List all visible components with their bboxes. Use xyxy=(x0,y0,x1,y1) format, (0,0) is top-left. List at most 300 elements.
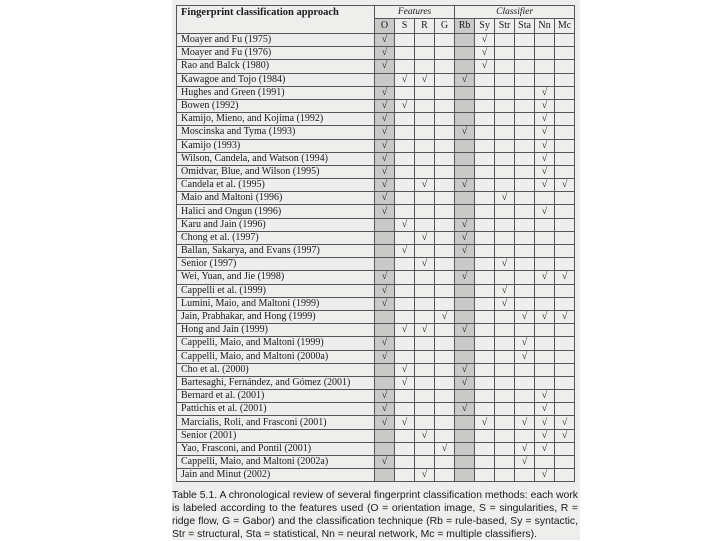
mark-cell-rb: √ xyxy=(455,271,475,284)
mark-cell-g xyxy=(435,218,455,231)
mark-cell-rb xyxy=(455,390,475,403)
approach-name: Maio and Maltoni (1996) xyxy=(177,192,375,205)
mark-cell-nn: √ xyxy=(535,442,555,455)
table-row xyxy=(177,73,575,86)
mark-cell-rb xyxy=(455,113,475,126)
mark-cell-sta xyxy=(515,258,535,271)
mark-cell-s: √ xyxy=(395,73,415,86)
approach-name: Senior (2001) xyxy=(177,429,375,442)
mark-cell-str xyxy=(495,86,515,99)
mark-cell-g xyxy=(435,403,455,416)
mark-cell-str xyxy=(495,113,515,126)
mark-cell-str xyxy=(495,152,515,165)
mark-cell-rb xyxy=(455,205,475,218)
mark-cell-nn xyxy=(535,324,555,337)
mark-cell-str xyxy=(495,231,515,244)
mark-cell-sy xyxy=(475,456,495,469)
mark-cell-rb xyxy=(455,350,475,363)
mark-cell-g xyxy=(435,73,455,86)
mark-cell-sta: √ xyxy=(515,442,535,455)
mark-cell-s xyxy=(395,179,415,192)
mark-cell-s: √ xyxy=(395,376,415,389)
mark-cell-s xyxy=(395,113,415,126)
mark-cell-sy xyxy=(475,258,495,271)
mark-cell-g xyxy=(435,363,455,376)
mark-cell-o: √ xyxy=(375,205,395,218)
mark-cell-s xyxy=(395,47,415,60)
table-row xyxy=(177,403,575,416)
mark-cell-mc xyxy=(555,205,575,218)
mark-cell-o: √ xyxy=(375,60,395,73)
mark-cell-o xyxy=(375,310,395,323)
mark-cell-sta xyxy=(515,192,535,205)
mark-cell-str xyxy=(495,165,515,178)
mark-cell-nn: √ xyxy=(535,126,555,139)
mark-cell-nn xyxy=(535,73,555,86)
mark-cell-mc: √ xyxy=(555,179,575,192)
table-row xyxy=(177,297,575,310)
header-group-row xyxy=(177,6,575,19)
mark-cell-nn: √ xyxy=(535,205,555,218)
mark-cell-r: √ xyxy=(415,429,435,442)
mark-cell-g xyxy=(435,297,455,310)
mark-cell-g xyxy=(435,47,455,60)
mark-cell-r xyxy=(415,337,435,350)
mark-cell-mc: √ xyxy=(555,310,575,323)
column-header-rb: Rb xyxy=(455,19,475,34)
mark-cell-mc xyxy=(555,218,575,231)
mark-cell-rb xyxy=(455,99,475,112)
mark-cell-r xyxy=(415,416,435,429)
classifier-group-label: Classifier xyxy=(455,6,575,19)
mark-cell-sy xyxy=(475,113,495,126)
mark-cell-s xyxy=(395,86,415,99)
mark-cell-str xyxy=(495,99,515,112)
table-row xyxy=(177,469,575,482)
mark-cell-o: √ xyxy=(375,126,395,139)
mark-cell-o xyxy=(375,324,395,337)
mark-cell-nn: √ xyxy=(535,139,555,152)
mark-cell-str xyxy=(495,442,515,455)
mark-cell-nn: √ xyxy=(535,469,555,482)
mark-cell-sy xyxy=(475,152,495,165)
approach-name: Kawagoe and Tojo (1984) xyxy=(177,73,375,86)
approach-name: Pattichis et al. (2001) xyxy=(177,403,375,416)
mark-cell-str xyxy=(495,126,515,139)
mark-cell-s xyxy=(395,192,415,205)
mark-cell-sta xyxy=(515,126,535,139)
mark-cell-r xyxy=(415,86,435,99)
column-header-s: S xyxy=(395,19,415,34)
table-row xyxy=(177,231,575,244)
mark-cell-str xyxy=(495,376,515,389)
mark-cell-r xyxy=(415,297,435,310)
mark-cell-nn: √ xyxy=(535,113,555,126)
mark-cell-o xyxy=(375,363,395,376)
approach-name: Cho et al. (2000) xyxy=(177,363,375,376)
mark-cell-nn: √ xyxy=(535,310,555,323)
table-row xyxy=(177,245,575,258)
features-group-label: Features xyxy=(375,6,455,19)
mark-cell-r xyxy=(415,192,435,205)
mark-cell-o: √ xyxy=(375,113,395,126)
mark-cell-o: √ xyxy=(375,139,395,152)
mark-cell-r: √ xyxy=(415,179,435,192)
mark-cell-str xyxy=(495,139,515,152)
mark-cell-mc xyxy=(555,34,575,47)
mark-cell-o xyxy=(375,376,395,389)
mark-cell-str xyxy=(495,218,515,231)
mark-cell-str xyxy=(495,416,515,429)
mark-cell-mc xyxy=(555,390,575,403)
table-title: Fingerprint classification approach xyxy=(177,6,375,34)
table-row xyxy=(177,34,575,47)
mark-cell-sy xyxy=(475,350,495,363)
mark-cell-mc xyxy=(555,284,575,297)
mark-cell-g xyxy=(435,139,455,152)
mark-cell-rb xyxy=(455,337,475,350)
mark-cell-mc xyxy=(555,99,575,112)
table-row xyxy=(177,165,575,178)
mark-cell-sy xyxy=(475,324,495,337)
mark-cell-o: √ xyxy=(375,350,395,363)
mark-cell-sy xyxy=(475,284,495,297)
mark-cell-s xyxy=(395,350,415,363)
mark-cell-nn xyxy=(535,231,555,244)
mark-cell-sta xyxy=(515,429,535,442)
mark-cell-str xyxy=(495,34,515,47)
mark-cell-sy: √ xyxy=(475,416,495,429)
mark-cell-g xyxy=(435,179,455,192)
mark-cell-mc: √ xyxy=(555,271,575,284)
mark-cell-mc xyxy=(555,363,575,376)
mark-cell-mc xyxy=(555,469,575,482)
mark-cell-g xyxy=(435,60,455,73)
mark-cell-sta xyxy=(515,165,535,178)
approach-name: Moayer and Fu (1976) xyxy=(177,47,375,60)
mark-cell-s xyxy=(395,456,415,469)
mark-cell-r xyxy=(415,363,435,376)
mark-cell-nn xyxy=(535,297,555,310)
mark-cell-nn: √ xyxy=(535,416,555,429)
mark-cell-mc xyxy=(555,165,575,178)
mark-cell-sta xyxy=(515,390,535,403)
mark-cell-sta xyxy=(515,376,535,389)
mark-cell-sy xyxy=(475,165,495,178)
mark-cell-mc xyxy=(555,258,575,271)
mark-cell-mc: √ xyxy=(555,429,575,442)
approach-name: Wilson, Candela, and Watson (1994) xyxy=(177,152,375,165)
mark-cell-sta xyxy=(515,245,535,258)
approach-name: Wei, Yuan, and Jie (1998) xyxy=(177,271,375,284)
mark-cell-sy xyxy=(475,310,495,323)
mark-cell-sy: √ xyxy=(475,60,495,73)
mark-cell-r: √ xyxy=(415,231,435,244)
mark-cell-sy xyxy=(475,337,495,350)
table-row xyxy=(177,99,575,112)
mark-cell-s xyxy=(395,60,415,73)
table-row xyxy=(177,363,575,376)
table-row xyxy=(177,152,575,165)
mark-cell-sta xyxy=(515,113,535,126)
mark-cell-sy xyxy=(475,99,495,112)
table-row xyxy=(177,350,575,363)
mark-cell-rb xyxy=(455,284,475,297)
mark-cell-o: √ xyxy=(375,284,395,297)
mark-cell-sta: √ xyxy=(515,456,535,469)
mark-cell-mc xyxy=(555,231,575,244)
mark-cell-s xyxy=(395,390,415,403)
mark-cell-rb: √ xyxy=(455,403,475,416)
mark-cell-str xyxy=(495,350,515,363)
mark-cell-o xyxy=(375,442,395,455)
mark-cell-mc xyxy=(555,324,575,337)
mark-cell-mc xyxy=(555,245,575,258)
mark-cell-str xyxy=(495,245,515,258)
mark-cell-r xyxy=(415,126,435,139)
mark-cell-o xyxy=(375,258,395,271)
mark-cell-g xyxy=(435,337,455,350)
approach-name: Bowen (1992) xyxy=(177,99,375,112)
mark-cell-str: √ xyxy=(495,192,515,205)
mark-cell-o xyxy=(375,218,395,231)
mark-cell-str xyxy=(495,47,515,60)
mark-cell-nn: √ xyxy=(535,165,555,178)
mark-cell-sy xyxy=(475,139,495,152)
table-caption: Table 5.1. A chronological review of several fingerprint classification methods: each work is labeled according to the features used (O = orientation image, S = singularities, R = ridge flow, G = Gabor) and the classification technique (Rb = rule-based, Sy = syntactic, Str = structural, Sta = statistical, Nn = neural network, Mc = multiple classifiers). xyxy=(172,490,578,540)
mark-cell-str xyxy=(495,205,515,218)
mark-cell-o: √ xyxy=(375,152,395,165)
mark-cell-str xyxy=(495,60,515,73)
mark-cell-sta: √ xyxy=(515,337,535,350)
mark-cell-sy: √ xyxy=(475,47,495,60)
mark-cell-nn: √ xyxy=(535,403,555,416)
mark-cell-rb xyxy=(455,139,475,152)
mark-cell-sy xyxy=(475,126,495,139)
mark-cell-sta xyxy=(515,47,535,60)
mark-cell-nn: √ xyxy=(535,179,555,192)
table-row xyxy=(177,139,575,152)
table-row xyxy=(177,258,575,271)
mark-cell-r xyxy=(415,139,435,152)
mark-cell-rb xyxy=(455,310,475,323)
mark-cell-s xyxy=(395,231,415,244)
approach-name: Cappelli et al. (1999) xyxy=(177,284,375,297)
mark-cell-s xyxy=(395,310,415,323)
table-row xyxy=(177,205,575,218)
mark-cell-mc xyxy=(555,376,575,389)
mark-cell-mc xyxy=(555,60,575,73)
mark-cell-rb xyxy=(455,258,475,271)
mark-cell-g xyxy=(435,429,455,442)
column-header-o: O xyxy=(375,19,395,34)
mark-cell-rb xyxy=(455,86,475,99)
approach-name: Kamijo (1993) xyxy=(177,139,375,152)
approach-name: Rao and Balck (1980) xyxy=(177,60,375,73)
approach-name: Hughes and Green (1991) xyxy=(177,86,375,99)
mark-cell-g xyxy=(435,456,455,469)
mark-cell-mc xyxy=(555,403,575,416)
mark-cell-sta: √ xyxy=(515,350,535,363)
table-row xyxy=(177,310,575,323)
mark-cell-s: √ xyxy=(395,324,415,337)
mark-cell-sta xyxy=(515,86,535,99)
mark-cell-nn: √ xyxy=(535,86,555,99)
mark-cell-nn xyxy=(535,363,555,376)
mark-cell-o: √ xyxy=(375,47,395,60)
table-row xyxy=(177,192,575,205)
mark-cell-r xyxy=(415,165,435,178)
table-row xyxy=(177,218,575,231)
mark-cell-rb xyxy=(455,416,475,429)
mark-cell-g xyxy=(435,271,455,284)
mark-cell-sy xyxy=(475,469,495,482)
approach-name: Moscinska and Tyma (1993) xyxy=(177,126,375,139)
mark-cell-sy xyxy=(475,179,495,192)
table-row xyxy=(177,376,575,389)
mark-cell-sy xyxy=(475,192,495,205)
mark-cell-rb xyxy=(455,456,475,469)
mark-cell-o: √ xyxy=(375,337,395,350)
mark-cell-r xyxy=(415,442,435,455)
mark-cell-s xyxy=(395,442,415,455)
mark-cell-rb xyxy=(455,297,475,310)
mark-cell-str xyxy=(495,271,515,284)
table-body xyxy=(177,34,575,482)
mark-cell-s xyxy=(395,337,415,350)
mark-cell-str xyxy=(495,337,515,350)
mark-cell-r xyxy=(415,284,435,297)
table-row xyxy=(177,429,575,442)
mark-cell-mc xyxy=(555,350,575,363)
mark-cell-r xyxy=(415,245,435,258)
mark-cell-sta xyxy=(515,34,535,47)
mark-cell-mc xyxy=(555,86,575,99)
mark-cell-sy xyxy=(475,205,495,218)
mark-cell-mc xyxy=(555,126,575,139)
table-row xyxy=(177,284,575,297)
mark-cell-g xyxy=(435,165,455,178)
mark-cell-sy xyxy=(475,297,495,310)
mark-cell-nn: √ xyxy=(535,429,555,442)
mark-cell-s: √ xyxy=(395,218,415,231)
mark-cell-nn xyxy=(535,60,555,73)
mark-cell-r xyxy=(415,350,435,363)
mark-cell-r xyxy=(415,152,435,165)
mark-cell-g xyxy=(435,324,455,337)
table-row xyxy=(177,324,575,337)
approach-name: Jain, Prabhakar, and Hong (1999) xyxy=(177,310,375,323)
column-header-nn: Nn xyxy=(535,19,555,34)
mark-cell-o xyxy=(375,73,395,86)
mark-cell-sy xyxy=(475,442,495,455)
mark-cell-nn xyxy=(535,284,555,297)
approach-name: Cappelli, Maio, and Maltoni (2000a) xyxy=(177,350,375,363)
mark-cell-s xyxy=(395,469,415,482)
table-row xyxy=(177,47,575,60)
mark-cell-sta xyxy=(515,152,535,165)
mark-cell-r xyxy=(415,47,435,60)
column-header-r: R xyxy=(415,19,435,34)
mark-cell-sy: √ xyxy=(475,34,495,47)
mark-cell-rb xyxy=(455,165,475,178)
mark-cell-sy xyxy=(475,86,495,99)
mark-cell-r xyxy=(415,376,435,389)
mark-cell-sta xyxy=(515,469,535,482)
mark-cell-sta xyxy=(515,403,535,416)
mark-cell-r xyxy=(415,205,435,218)
mark-cell-o: √ xyxy=(375,99,395,112)
mark-cell-sta xyxy=(515,99,535,112)
mark-cell-str: √ xyxy=(495,258,515,271)
mark-cell-mc xyxy=(555,192,575,205)
mark-cell-str xyxy=(495,390,515,403)
column-header-sta: Sta xyxy=(515,19,535,34)
mark-cell-sta xyxy=(515,324,535,337)
mark-cell-r: √ xyxy=(415,73,435,86)
mark-cell-r: √ xyxy=(415,469,435,482)
mark-cell-g xyxy=(435,86,455,99)
mark-cell-nn xyxy=(535,350,555,363)
mark-cell-nn: √ xyxy=(535,390,555,403)
mark-cell-rb xyxy=(455,442,475,455)
mark-cell-sy xyxy=(475,429,495,442)
mark-cell-str xyxy=(495,403,515,416)
mark-cell-o xyxy=(375,231,395,244)
mark-cell-mc xyxy=(555,337,575,350)
mark-cell-sy xyxy=(475,231,495,244)
mark-cell-g xyxy=(435,99,455,112)
mark-cell-mc xyxy=(555,152,575,165)
approach-name: Bartesaghi, Fernández, and Gómez (2001) xyxy=(177,376,375,389)
mark-cell-rb: √ xyxy=(455,179,475,192)
mark-cell-r xyxy=(415,271,435,284)
table-row xyxy=(177,271,575,284)
mark-cell-rb xyxy=(455,34,475,47)
mark-cell-r xyxy=(415,34,435,47)
mark-cell-rb xyxy=(455,60,475,73)
mark-cell-sta xyxy=(515,231,535,244)
approach-name: Yao, Frasconi, and Pontil (2001) xyxy=(177,442,375,455)
table-row xyxy=(177,442,575,455)
approach-name: Candela et al. (1995) xyxy=(177,179,375,192)
mark-cell-g xyxy=(435,390,455,403)
classification-table xyxy=(176,5,575,482)
mark-cell-s xyxy=(395,258,415,271)
approach-name: Omidvar, Blue, and Wilson (1995) xyxy=(177,165,375,178)
mark-cell-nn xyxy=(535,376,555,389)
mark-cell-rb xyxy=(455,469,475,482)
mark-cell-rb xyxy=(455,47,475,60)
mark-cell-mc: √ xyxy=(555,416,575,429)
mark-cell-nn xyxy=(535,218,555,231)
approach-name: Chong et al. (1997) xyxy=(177,231,375,244)
mark-cell-sy xyxy=(475,403,495,416)
mark-cell-sy xyxy=(475,245,495,258)
mark-cell-nn: √ xyxy=(535,152,555,165)
mark-cell-mc xyxy=(555,47,575,60)
mark-cell-rb xyxy=(455,152,475,165)
mark-cell-sy xyxy=(475,390,495,403)
table-row xyxy=(177,456,575,469)
approach-name: Bernard et al. (2001) xyxy=(177,390,375,403)
mark-cell-r xyxy=(415,403,435,416)
mark-cell-r xyxy=(415,310,435,323)
mark-cell-s xyxy=(395,429,415,442)
mark-cell-str xyxy=(495,310,515,323)
mark-cell-sta xyxy=(515,284,535,297)
approach-name: Jain and Minut (2002) xyxy=(177,469,375,482)
